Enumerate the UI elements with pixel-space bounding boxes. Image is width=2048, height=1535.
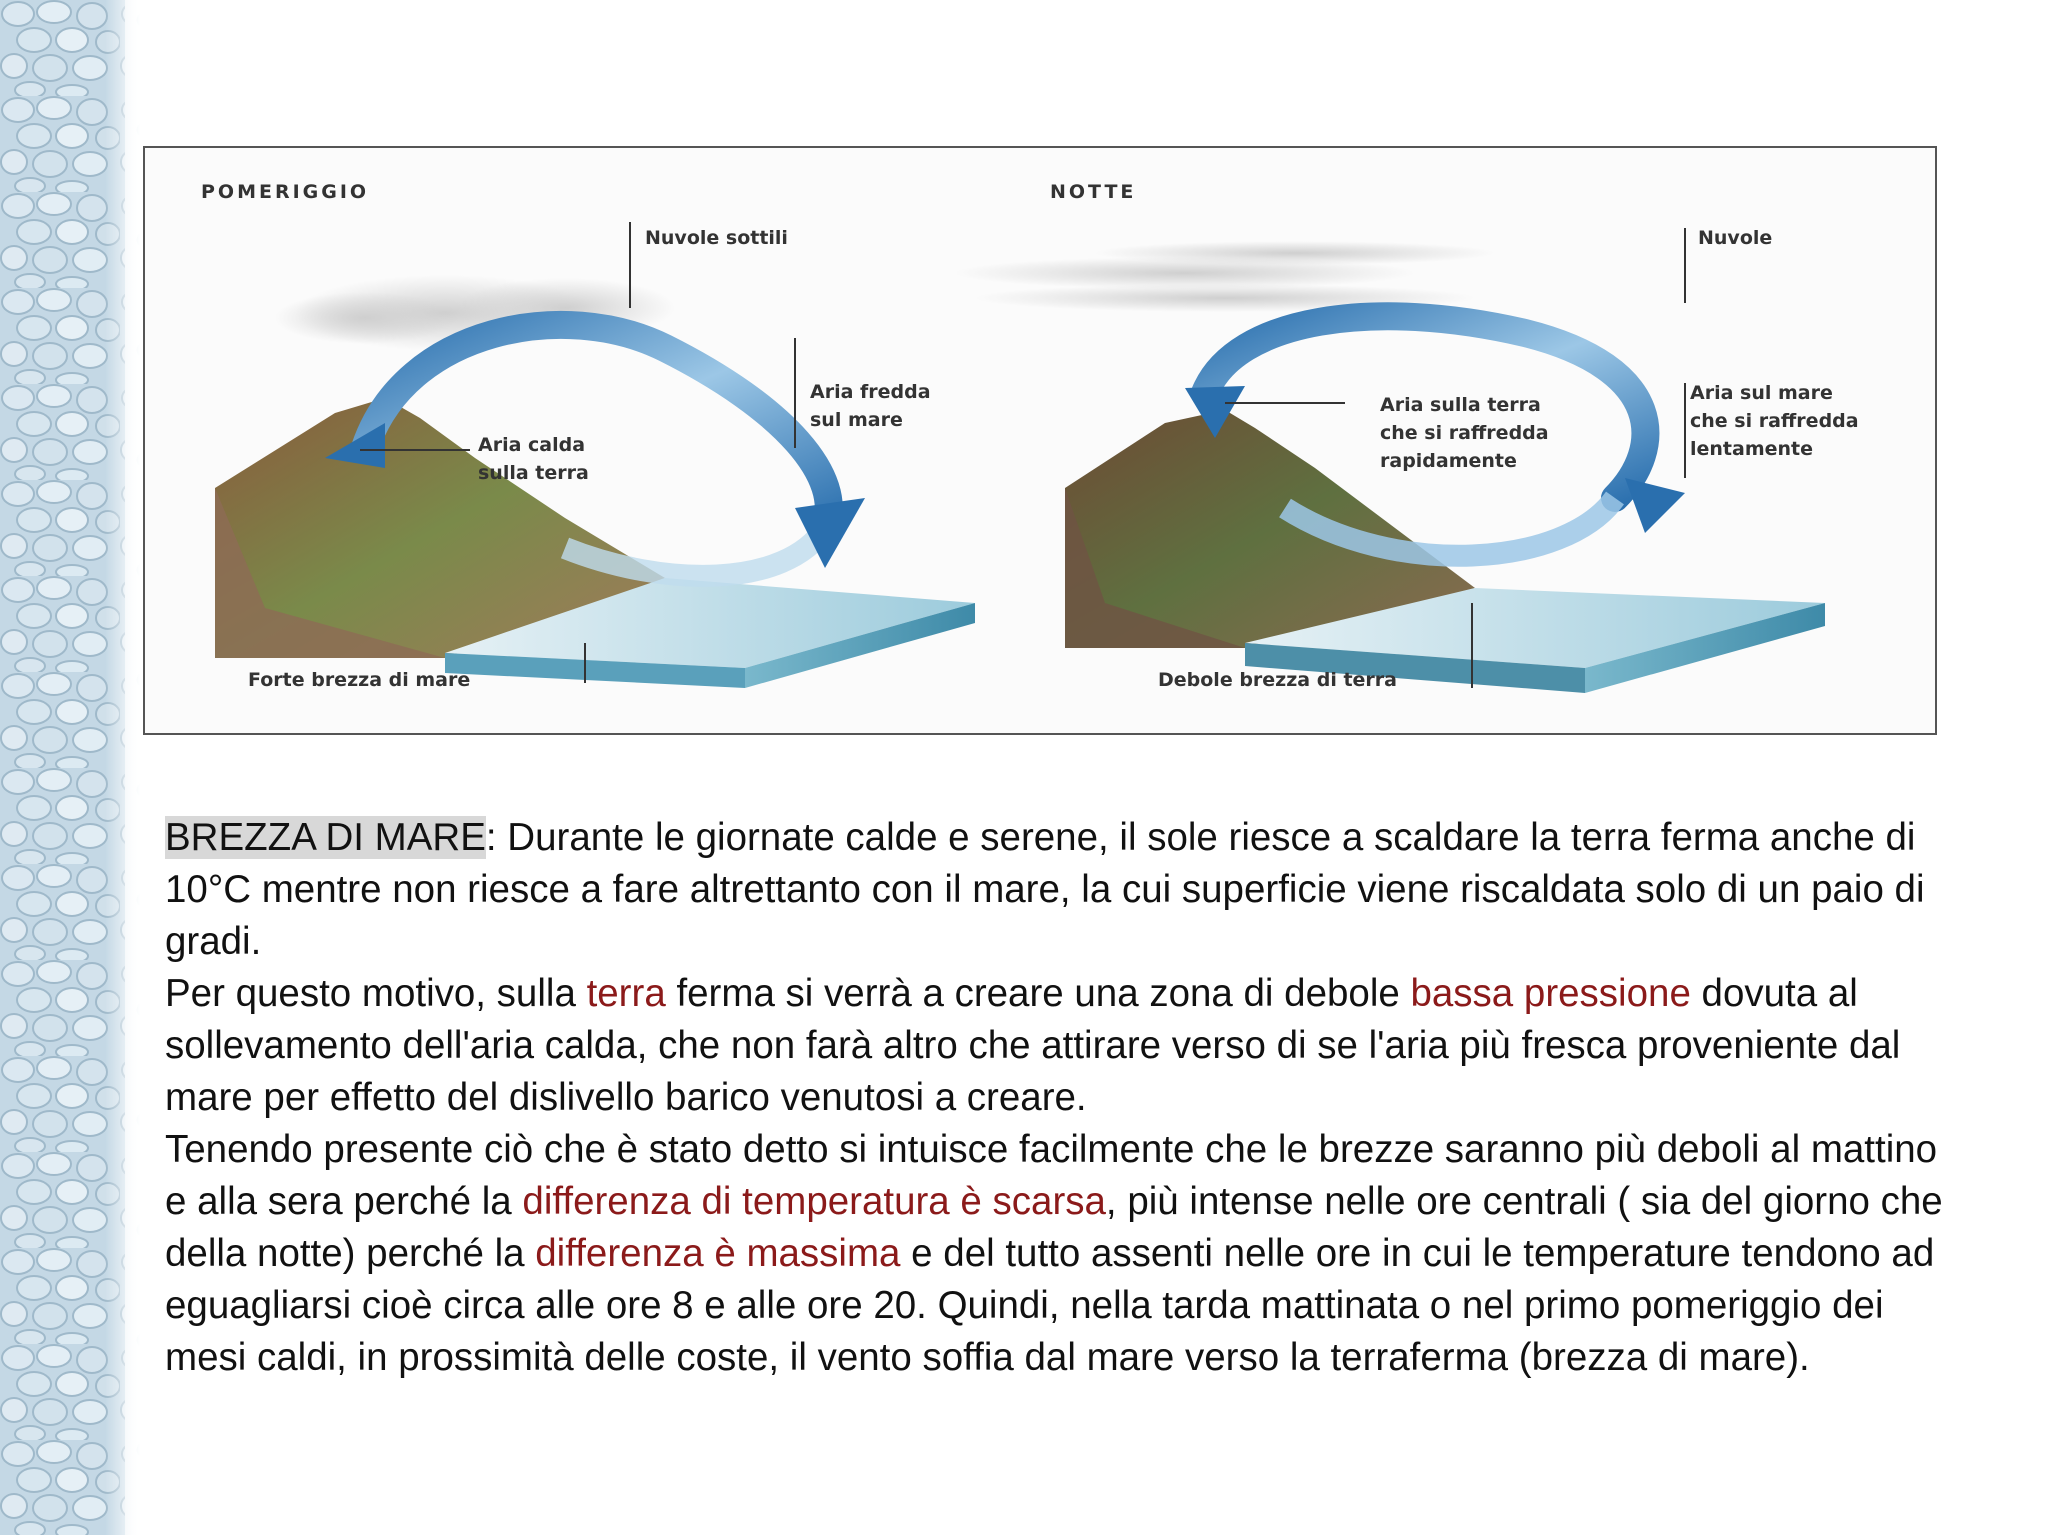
paragraph-3: [165, 1124, 1955, 1384]
arrowhead-icon: [1625, 478, 1685, 533]
panel-title-night: NOTTE: [1050, 181, 1137, 203]
stone-pattern: [0, 0, 140, 1535]
label-clouds: Nuvole: [1698, 227, 1773, 249]
p2-text-b: ferma si verrà a creare una zona di debole: [665, 972, 1411, 1015]
label-cold-air-sea: Aria fredda sul mare: [810, 381, 931, 431]
paragraph-1-text: : Durante le giornate calde e serene, il sole riesce a scaldare la terra ferma anche di 10°C mentre non riesce a fare altrettanto con il mare, la cui superficie viene riscaldata solo di un paio di gradi.: [165, 816, 1925, 963]
p2-text-c: dovuta al sollevamento dell'aria calda, che non farà altro che attirare verso di se l'aria più fresca proveniente dal mare per effetto del dislivello barico venutosi a creare.: [165, 972, 1901, 1119]
highlight-bassa-pressione: bassa pressione: [1410, 972, 1691, 1015]
p3-text-b: , più intense nelle ore centrali ( sia del giorno che della notte) perché la: [165, 1180, 1943, 1275]
label-strong-sea-breeze: Forte brezza di mare: [248, 669, 471, 691]
heading-sea-breeze: BREZZA DI MARE: [165, 816, 486, 859]
panel-title-afternoon: POMERIGGIO: [201, 181, 370, 203]
label-warm-air-land: Aria calda sulla terra: [478, 434, 589, 484]
p2-text-a: Per questo motivo, sulla: [165, 972, 587, 1015]
label-weak-land-breeze: Debole brezza di terra: [1158, 669, 1397, 691]
highlight-terra: terra: [586, 972, 666, 1015]
p3-text-a: Tenendo presente ciò che è stato detto si intuisce facilmente che le brezze saranno più deboli al mattino e alla sera perché la: [165, 1128, 1938, 1223]
diagram-illustration: [145, 148, 1937, 735]
label-land-air-cooling: Aria sulla terra che si raffredda rapidamente: [1380, 394, 1549, 472]
p3-text-c: e del tutto assenti nelle ore in cui le temperature tendono ad eguagliarsi cioè circa alle ore 8 e alle ore 20. Quindi, nella tarda mattinata o nel primo pomeriggio dei mesi caldi, in prossimità delle coste, il vento soffia dal mare verso la terraferma (brezza di mare).: [165, 1232, 1935, 1379]
label-sea-air-cooling: Aria sul mare che si raffredda lentamente: [1690, 382, 1859, 460]
highlight-differenza-scarsa: differenza di temperatura è scarsa: [522, 1180, 1106, 1223]
highlight-differenza-massima: differenza è massima: [535, 1232, 901, 1275]
sea-breeze-diagram: [143, 146, 1937, 735]
stone-border-decoration: [0, 0, 140, 1535]
label-thin-clouds: Nuvole sottili: [645, 227, 788, 249]
paragraph-1: [165, 812, 1955, 968]
paragraph-2: [165, 968, 1955, 1124]
explanation-text: [165, 812, 1955, 1384]
